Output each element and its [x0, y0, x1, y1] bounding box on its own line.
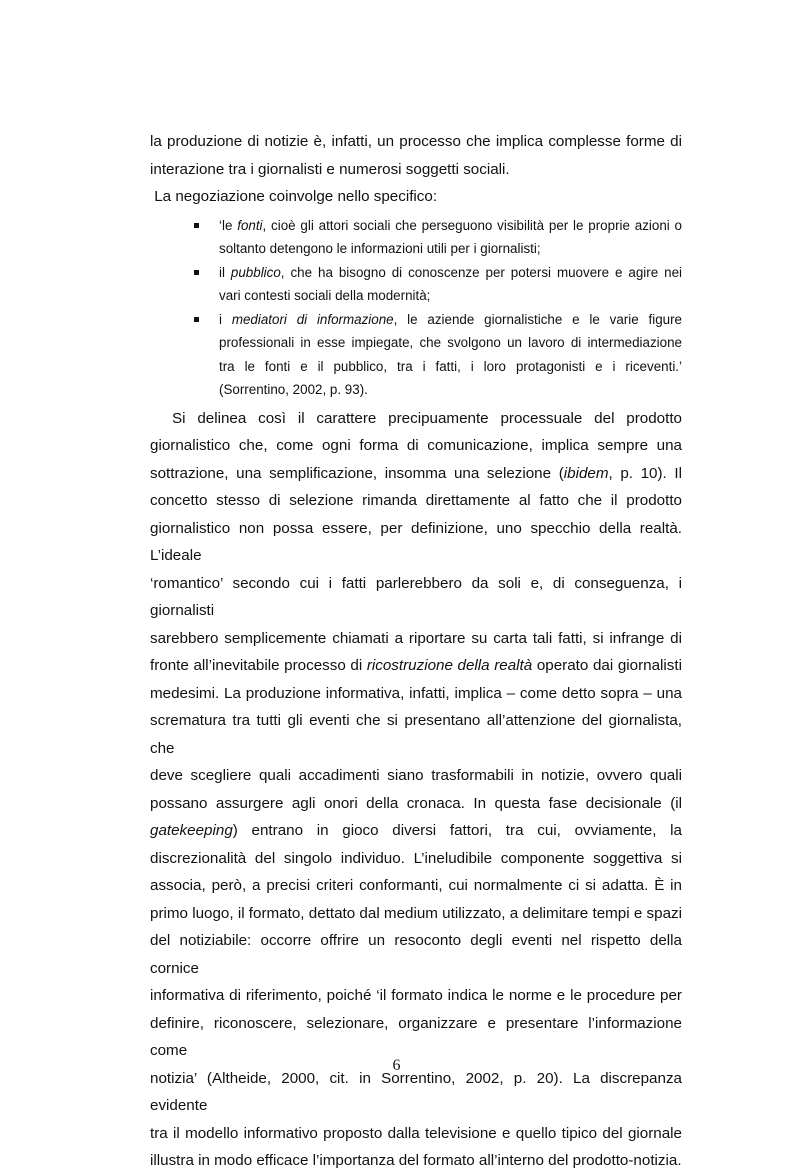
text-run: ) entrano in gioco diversi fattori, tra cui, ovviamente, la [232, 822, 682, 839]
text-run: sottrazione, una semplificazione, insomma una selezione ( [150, 464, 564, 482]
text-line [150, 460, 682, 488]
text-line [219, 308, 682, 332]
text-line: informativa di riferimento, poiché ‘il formato indica le norme e le procedure per [150, 987, 682, 1004]
text-line: concetto stesso di selezione rimanda direttamente al fatto che il prodotto [150, 492, 682, 509]
text-line: illustra in modo efficace l’importanza del formato all’interno del prodotto-notizia. [150, 1152, 682, 1169]
text-line: Si delinea così il carattere precipuamente processuale del prodotto [172, 409, 682, 427]
emphasis-text: fonti [237, 217, 263, 233]
text-line: notizia’ (Altheide, 2000, cit. in Sorrentino, 2002, p. 20). La discrepanza evidente [150, 1069, 682, 1114]
text-line: (Sorrentino, 2002, p. 93). [219, 382, 368, 397]
text-line: interazione tra i giornalisti e numerosi soggetti sociali. [150, 160, 510, 178]
text-run: , p. 10). Il [608, 464, 682, 482]
list-item [150, 214, 682, 261]
bullet-icon [194, 223, 199, 228]
text-line: deve scegliere quali accadimenti siano trasformabili in notizie, ovvero quali [150, 767, 682, 784]
text-run: i [219, 311, 232, 327]
emphasis-text: ibidem [563, 464, 609, 482]
text-line: scrematura tra tutti gli eventi che si presentano all’attenzione del giornalista, che [150, 712, 682, 757]
text-line [219, 214, 682, 238]
text-line: definire, riconoscere, selezionare, organizzare e presentare l’informazione come [150, 1014, 682, 1059]
page-number: 6 [392, 1057, 401, 1074]
text-run: operato dai giornalisti [532, 657, 682, 674]
lead-paragraph [150, 183, 682, 211]
emphasis-text: mediatori di informazione [231, 311, 394, 327]
text-line: vari contesti sociali della modernità; [219, 288, 431, 303]
bullet-icon [194, 317, 199, 322]
bullet-list [150, 214, 682, 402]
text-run: fronte all’inevitabile processo di [150, 657, 367, 674]
text-line: la produzione di notizie è, infatti, un processo che implica complesse forme di [150, 133, 682, 150]
text-run: , cioè gli attori sociali che perseguono visibilità per le proprie azioni o [262, 217, 682, 233]
text-line: La negoziazione coinvolge nello specifico: [150, 188, 438, 205]
text-line: medesimi. La produzione informativa, infatti, implica – come detto sopra – una [150, 684, 682, 702]
text-line: soltanto detengono le informazioni utili per i giornalisti; [219, 241, 541, 256]
text-line [219, 261, 682, 285]
bullet-icon [194, 270, 199, 275]
text-line: associa, però, a precisi criteri conformanti, cui normalmente ci si adatta. È in [150, 877, 682, 894]
text-line: ‘romantico’ secondo cui i fatti parlerebbero da soli e, di conseguenza, i giornalisti [150, 574, 682, 619]
text-run: , che ha bisogno di conoscenze per potersi muovere e agire nei [280, 264, 682, 280]
text-line: giornalistico che, come ogni forma di comunicazione, implica sempre una [150, 437, 682, 454]
list-item [150, 308, 682, 402]
text-line: giornalistico non possa essere, per definizione, uno specchio della realtà. L’ideale [150, 519, 682, 564]
text-line: del notiziabile: occorre offrire un resoconto degli eventi nel rispetto della cornice [150, 932, 682, 977]
emphasis-text: pubblico [230, 264, 281, 280]
text-line: tra le fonti e il pubblico, tra i fatti, i loro protagonisti e i riceventi.’ [219, 358, 682, 374]
text-line: tra il modello informativo proposto dalla televisione e quello tipico del giornale [150, 1124, 682, 1142]
list-item [150, 261, 682, 308]
text-line: primo luogo, il formato, dettato dal medium utilizzato, a delimitare tempi e spazi [150, 904, 682, 922]
emphasis-text: gatekeeping [150, 822, 233, 839]
document-page [150, 128, 682, 1175]
text-line: professionali in esse impiegate, che svolgono un lavoro di intermediazione [219, 335, 682, 350]
text-line: discrezionalità del singolo individuo. L’ineludibile componente soggettiva si [150, 849, 682, 867]
text-run: ‘le [219, 217, 238, 233]
text-line: sarebbero semplicemente chiamati a riportare su carta tali fatti, si infrange di [150, 629, 682, 647]
text-line: possano assurgere agli onori della cronaca. In questa fase decisionale (il [150, 794, 682, 812]
text-run: , le aziende giornalistiche e le varie figure [393, 311, 682, 327]
text-line [150, 817, 682, 845]
text-run: il [219, 264, 231, 280]
emphasis-text: ricostruzione della realtà [366, 657, 533, 674]
intro-paragraph [150, 128, 682, 183]
text-line [150, 652, 682, 680]
